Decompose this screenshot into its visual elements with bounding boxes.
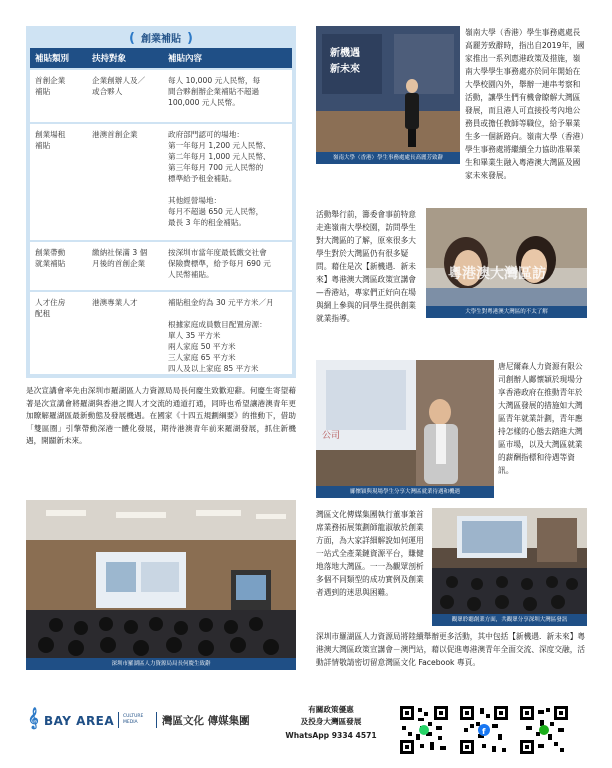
table-row xyxy=(30,70,292,122)
lingnan-paragraph-tail xyxy=(316,168,587,196)
students-image xyxy=(426,208,587,318)
whatsapp-qr-code-icon[interactable] xyxy=(398,704,450,756)
row-target: 企業創辦人及／ 或合夥人 xyxy=(92,76,146,96)
row-content: 每人 10,000 元人民幣，每 間合夥創辦企業補貼不超過 100,000 元人民幣。 xyxy=(168,76,261,107)
intro-paragraph: 是次宣講會率先由深圳市羅湖區人力資源局局長何慶生致歡迎辭。何慶生寄望藉著是次宣講會將羅湖與香港之間人才交流的通道打通，同時也希望讓港澳青年更加瞭解羅湖區最新動態及發展機遇。在國家《十四五規劃綱要》的推動下，借助「雙區圈」引擎帶動深港一體化發展，期待港澳青年前來羅湖發展，抓住新機遇，開闢新未來。 xyxy=(26,386,296,445)
panel-caption: 觀眾聆聽創業方面，共觀眾分享深圳大灣區發訊 xyxy=(432,614,587,626)
table-header-category: 補貼類別 xyxy=(35,54,70,64)
speaker-woman-caption: 嶺南大學（香港）學生事務處處長高麗芳致辭 xyxy=(316,152,460,164)
facebook-qr-code-icon[interactable] xyxy=(458,704,510,756)
row-category: 人才住房 配租 xyxy=(35,298,66,318)
students-paragraph: 活動舉行前，籌委會事前特意走進嶺南大學校園，訪問學生對大灣區的了解，原來很多大學生對於大灣區仍有很多疑問。藉住是次【新機遇．新未來】粵港澳大灣區政策宣講會—香港站，專家們正好向在場與網上參與的同學生提供創業就業指導。 xyxy=(316,210,416,323)
table-header-row xyxy=(30,48,292,68)
bay-area-logo xyxy=(28,706,268,734)
hall-photo-image xyxy=(26,500,296,670)
row-category: 創業帶動 就業補貼 xyxy=(35,248,66,268)
speaker-woman-image xyxy=(316,26,460,164)
students-photo xyxy=(426,208,587,318)
table-title-text: 創業補貼 xyxy=(141,34,181,45)
panel-photo xyxy=(432,508,587,626)
table-row xyxy=(30,242,292,290)
logo-divider-2 xyxy=(156,712,157,728)
speaker-woman-photo xyxy=(316,26,460,164)
qr-pattern-icon xyxy=(458,704,510,756)
students-banner-text: 粵港澳大灣區訪 xyxy=(448,266,546,282)
logo-sub-culture: CULTURE xyxy=(123,714,144,719)
logo-text: BAY AREA xyxy=(44,714,115,728)
contact-line-1: 有關政策優惠 xyxy=(308,705,354,714)
logo-sub-media: MEDIA xyxy=(123,720,138,725)
row-content: 補貼租金約為 30 元平方米／月 根據家庭成員數目配置房源： 單人 35 平方米 兩人家庭 50 平方米 三人家庭 65 平方米 四人及以上家庭 85 平方米 xyxy=(168,298,274,373)
table-row xyxy=(30,124,292,240)
logo-divider xyxy=(118,712,119,728)
row-content: 政府部門認可的場地： 第一年每月 1,200 元人民幣、 第二年每月 1,000 元人民幣、 第三年每月 700 元人民幣的 標準給予租金補貼。 其他經營場地： 每月不超過 650 元人民幣， 最長 3 年的租金補貼。 xyxy=(168,130,271,227)
panel-image xyxy=(432,508,587,626)
banner-text-2: 新未來 xyxy=(330,64,360,75)
tony-paragraph: 唐尼爾森人力資源有限公司創辦人鄺懷穎於現場分享香港政府在推動青年於大灣區發展的措施如大灣區青年就業計劃，青年應持怎樣的心態去踏進大灣區市場，以及大灣區就業的薪酬指標和待遇等資訊。 xyxy=(498,362,583,475)
qr-pattern-icon xyxy=(518,704,570,756)
contact-whatsapp: WhatsApp 9334 4571 xyxy=(285,731,377,740)
row-target: 港澳專業人才 xyxy=(92,298,138,307)
bay-area-logo-icon: 𝄞 xyxy=(28,708,39,729)
row-content: 按深圳市當年度最低繳交社會 保險費標準，給予每月 690 元 人民幣補貼。 xyxy=(168,248,271,279)
svg-text:f: f xyxy=(482,727,486,736)
banner-text: 新機遇 xyxy=(330,48,360,59)
qr-pattern-icon xyxy=(398,704,450,756)
table-header-content: 補貼內容 xyxy=(168,54,203,64)
row-category: 首創企業 補貼 xyxy=(35,76,66,96)
speaker-man-caption: 鄺懷穎與現場學生分享大灣區就業待遇和機遇 xyxy=(316,486,494,498)
logo-chinese: 灣區文化 傳媒集團 xyxy=(162,715,250,727)
row-category: 創業場租 補貼 xyxy=(35,130,66,150)
students-caption: 大學生對粵港澳大灣區的不太了解 xyxy=(426,306,587,318)
closing-paragraph: 深圳市羅湖區人力資源局將陸續舉辦更多活動，其中包括【新機遇．新未來】粵港澳大灣區政策宣講會－澳門站，藉以促進粵港澳青年全面交流、深度交融，活動詳情敬請密切留意灣區文化 Facebook 專頁。 xyxy=(316,632,586,667)
hall-photo xyxy=(26,500,296,670)
table-row xyxy=(30,292,292,374)
lingnan-paragraph-text: 嶺南大學（香港）學生事務處處長高麗芳致辭時，指出自2019年，國家推出一系列惠港政策及措施，嶺南大學學生事務處亦於同年開始在大學校園內外，舉辦一連串考察和活動，讓學生們有機會瞭解大灣區發展，而且港人可直接投考內地公務員或擔任教師等職位，給予畢業生多一個新路向。嶺南大學（香港）學生事務處將繼續全力協助准畢業生和畢業生融入粵港澳大灣區及國家未來發展。 xyxy=(465,28,585,180)
row-target: 繳納社保滿 3 個 月後的首創企業 xyxy=(92,248,148,268)
table-title xyxy=(26,30,296,46)
subsidy-table xyxy=(26,26,296,378)
row-target: 港澳首創企業 xyxy=(92,130,138,139)
contact-line-2: 及投身大灣區發展 xyxy=(300,717,362,726)
screen-glyph: 公司 xyxy=(322,431,341,441)
hall-photo-caption: 深圳市羅湖區人力資源局局長何慶生致辭 xyxy=(26,658,296,670)
panel-paragraph: 灣區文化傳媒集團執行董事兼首席業務拓展策劃師龍淑敏於創業方面，為大家詳細解說如何運用一站式全產業鏈資源平台，賺健地落地大灣區。一一為觀眾剖析多個不同類型的成功實例及創業者遇到的迷思與困難。 xyxy=(316,510,424,597)
speaker-man-photo xyxy=(316,360,494,498)
bracket-right: ) xyxy=(187,31,193,46)
contact-info xyxy=(272,704,390,742)
lingnan-paragraph-top xyxy=(465,26,587,180)
speaker-man-image xyxy=(316,360,494,498)
table-header-target: 扶持對象 xyxy=(92,54,127,64)
bracket-left: ( xyxy=(129,31,135,46)
wechat-qr-code-icon[interactable] xyxy=(518,704,570,756)
